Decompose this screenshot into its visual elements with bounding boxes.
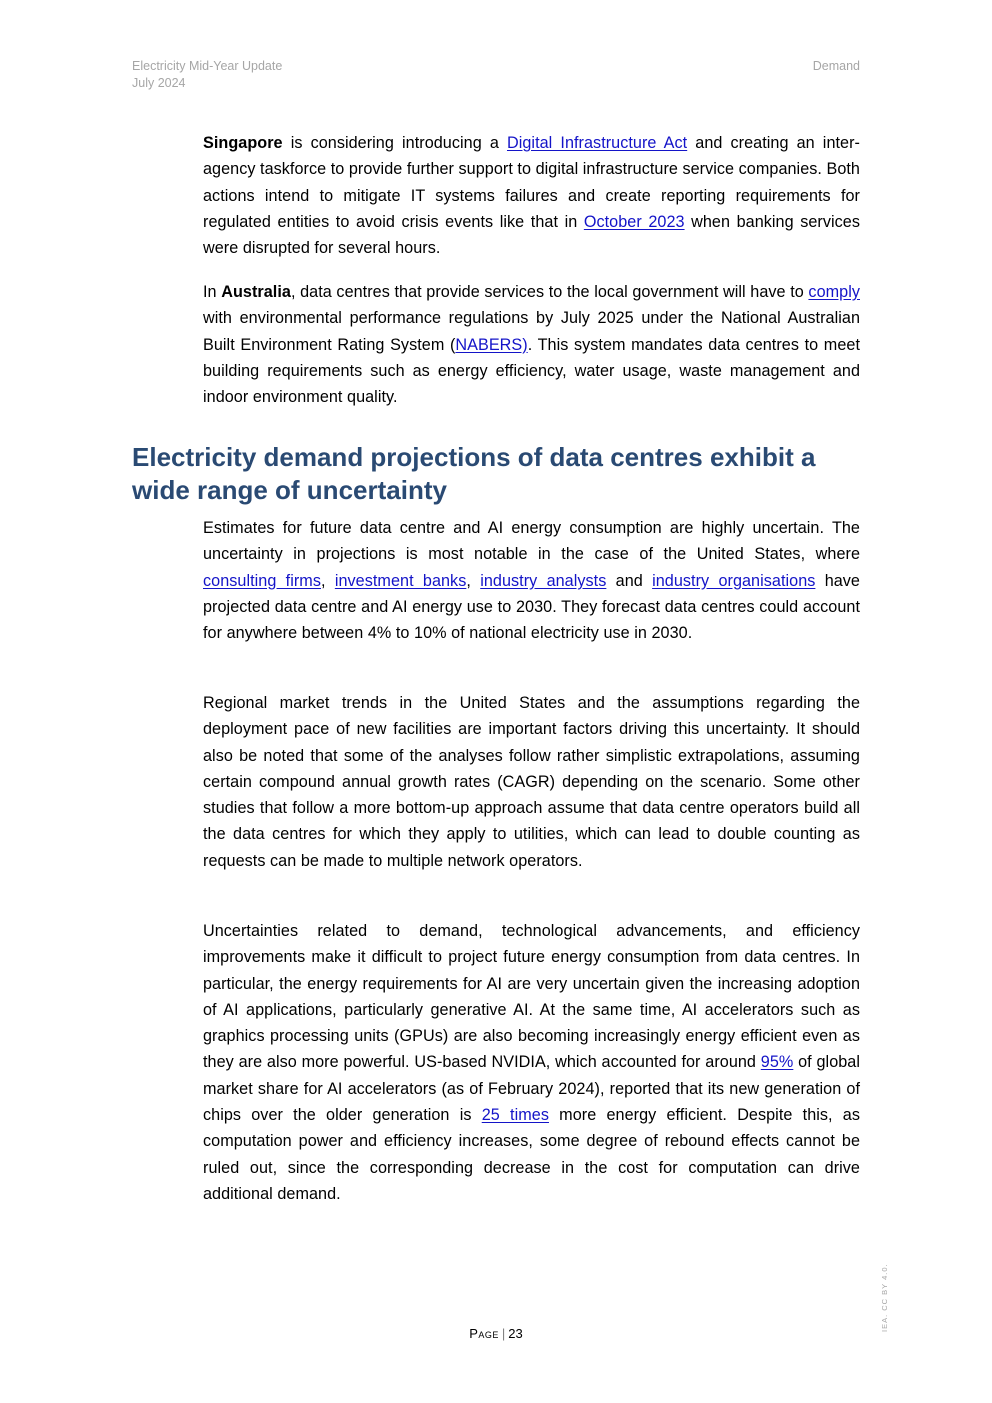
running-header-left (132, 58, 282, 92)
section-heading: Electricity demand projections of data centres exhibit a wide range of uncertainty (132, 442, 816, 505)
link-consulting-firms[interactable]: consulting firms (203, 571, 321, 590)
page-separator: | (501, 1326, 506, 1341)
paragraph-australia: In Australia, data centres that provide services to the local government will have to comply with environmental performance regulations by July 2025 under the National Australian Built Environment Rating System (NABERS). This system mandates data centres to meet building requirements such as energy efficiency, water usage, waste management and indoor environment quality. (203, 283, 860, 407)
link-nabers[interactable]: NABERS) (455, 335, 528, 354)
running-header-chapter: Demand (812, 59, 860, 73)
paragraph-singapore: Singapore is considering introducing a Digital Infrastructure Act and creating an inter-agency taskforce to provide further support to digital infrastructure service companies. Both actions intend to mitigate IT systems failures and create reporting requirements for regulated entities to avoid crisis events like that in October 2023 when banking services were disrupted for several hours. (203, 134, 860, 258)
link-25-times[interactable]: 25 times (481, 1106, 549, 1125)
page-label: Page (469, 1326, 499, 1341)
link-investment-banks[interactable]: investment banks (334, 571, 467, 590)
page-number: 23 (508, 1326, 523, 1341)
link-digital-infrastructure-act[interactable]: Digital Infrastructure Act (506, 134, 688, 152)
paragraph-efficiency-uncertainties: Uncertainties related to demand, technological advancements, and efficiency improvements make it difficult to project future energy consumption from data centres. In particular, the energy requirements for AI are very uncertain given the increasing adoption of AI applications, particularly generative AI. At the same time, AI accelerators such as graphics processing units (GPUs) are also becoming increasingly energy efficient even as they are also more powerful. US-based NVIDIA, which accounted for around 95% of global market share for AI accelerators (as of February 2024), reported that its new generation of chips over the older generation is 25 times more energy efficient. Despite this, as computation power and efficiency increases, some degree of rebound effects cannot be ruled out, since the corresponding decrease in the cost for computation can drive additional demand. (203, 922, 861, 1203)
link-95-percent[interactable]: 95% (760, 1053, 794, 1072)
link-comply[interactable]: comply (808, 283, 860, 301)
copyright-notice: IEA. CC BY 4.0. (880, 1263, 889, 1332)
link-industry-analysts[interactable]: industry analysts (480, 571, 607, 590)
page-footer (0, 1326, 992, 1341)
country-australia: Australia (221, 283, 291, 301)
country-singapore: Singapore (203, 134, 283, 152)
report-date: July 2024 (132, 76, 186, 90)
report-title: Electricity Mid-Year Update (132, 59, 283, 73)
link-october-2023[interactable]: October 2023 (583, 212, 685, 231)
link-industry-organisations[interactable]: industry organisations (652, 571, 816, 590)
paragraph-regional-trends: Regional market trends in the United States and the assumptions regarding the deployment pace of new facilities are important factors driving this uncertainty. It should also be noted that some of the analyses follow rather simplistic extrapolations, assuming certain compound annual growth rates (CAGR) depending on the scenario. Some other studies that follow a more bottom-up approach assume that data centre operators build all the data centres for which they apply to utilities, which can lead to double counting as requests can be made to multiple network operators. (203, 694, 860, 870)
paragraph-projection-uncertainty: Estimates for future data centre and AI energy consumption are highly uncertain. The uncertainty in projections is most notable in the case of the United States, where consulting firms, investment banks, industry analysts and industry organisations have projected data centre and AI energy use to 2030. They forecast data centres could account for anywhere between 4% to 10% of national electricity use in 2030. (203, 519, 860, 643)
